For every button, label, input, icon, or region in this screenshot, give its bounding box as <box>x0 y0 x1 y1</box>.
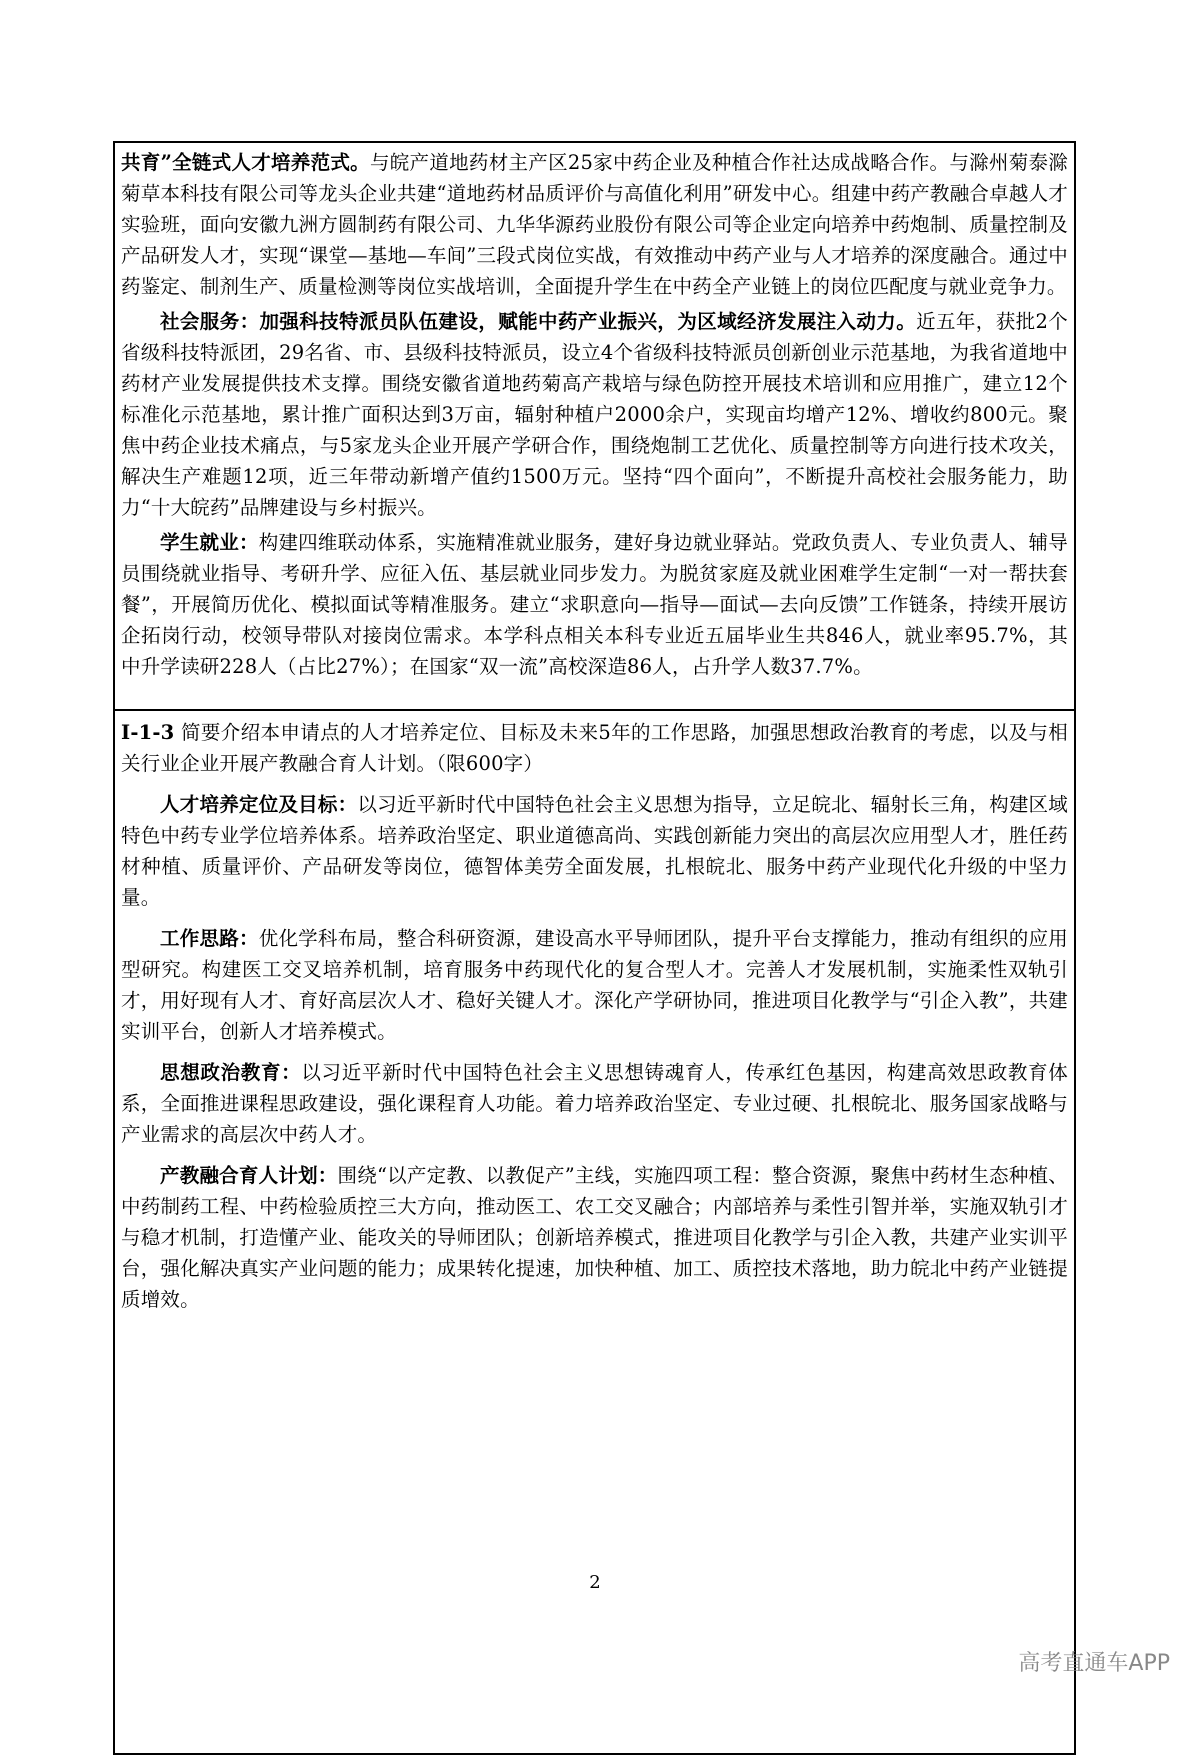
paragraph-text: 以习近平新时代中国特色社会主义思想为指导，立足皖北、辐射长三角，构建区域特色中药专业学位培养体系。培养政治坚定、职业道德高尚、实践创新能力突出的高层次应用型人才，胜任药材种植、质量评价、产品研发等岗位，德智体美劳全面发展，扎根皖北、服务中药产业现代化升级的中坚力量。 <box>121 793 1068 909</box>
section-box-2 <box>113 709 1076 1755</box>
bold-lead: 共育”全链式人才培养范式。 <box>121 151 370 174</box>
paragraph-positioning <box>121 789 1068 913</box>
paragraph-training-model <box>121 147 1068 302</box>
paragraph-social-service <box>121 306 1068 523</box>
paragraph-work-ideas <box>121 923 1068 1047</box>
paragraph-text: 围绕“以产定教、以教促产”主线，实施四项工程：整合资源，聚焦中药材生态种植、中药制药工程、中药检验质控三大方向，推动医工、农工交叉融合；内部培养与柔性引智并举，实施双轨引才与稳才机制，打造懂产业、能攻关的导师团队；创新培养模式，推进项目化教学与引企入教，共建产业实训平台，强化解决真实产业问题的能力；成果转化提速，加快种植、加工、质控技术落地，助力皖北中药产业链提质增效。 <box>121 1164 1068 1311</box>
paragraph-text: 近五年，获批2个省级科技特派团，29名省、市、县级科技特派员，设立4个省级科技特派员创新创业示范基地，为我省道地中药材产业发展提供技术支撑。围绕安徽省道地药菊高产栽培与绿色防控开展技术培训和应用推广，建立12个标准化示范基地，累计推广面积达到3万亩，辐射种植户2000余户，实现亩均增产12%、增收约800元。聚焦中药企业技术痛点，与5家龙头企业开展产学研合作，围绕炮制工艺优化、质量控制等方向进行技术攻关，解决生产难题12项，近三年带动新增产值约1500万元。坚持“四个面向”，不断提升高校社会服务能力，助力“十大皖药”品牌建设与乡村振兴。 <box>121 310 1068 519</box>
question-text: 简要介绍本申请点的人才培养定位、目标及未来5年的工作思路，加强思想政治教育的考虑，以及与相关行业企业开展产教融合育人计划。（限600字） <box>121 721 1068 775</box>
question-code: I-1-3 <box>121 721 175 744</box>
bold-lead: 社会服务：加强科技特派员队伍建设，赋能中药产业振兴，为区域经济发展注入动力。 <box>160 310 917 333</box>
paragraph-political-education <box>121 1057 1068 1150</box>
question-prompt <box>121 717 1068 779</box>
bold-lead: 产教融合育人计划： <box>160 1164 338 1187</box>
paragraph-industry-education <box>121 1160 1068 1315</box>
watermark: 高考直通车APP <box>1018 1651 1170 1676</box>
paragraph-text: 优化学科布局，整合科研资源，建设高水平导师团队，提升平台支撑能力，推动有组织的应用型研究。构建医工交叉培养机制，培育服务中药现代化的复合型人才。完善人才发展机制，实施柔性双轨引才，用好现有人才、育好高层次人才、稳好关键人才。深化产学研协同，推进项目化教学与“引企入教”，共建实训平台，创新人才培养模式。 <box>121 927 1068 1043</box>
page-number: 2 <box>589 1572 601 1593</box>
paragraph-employment <box>121 527 1068 682</box>
paragraph-text: 构建四维联动体系，实施精准就业服务，建好身边就业驿站。党政负责人、专业负责人、辅导员围绕就业指导、考研升学、应征入伍、基层就业同步发力。为脱贫家庭及就业困难学生定制“一对一帮扶套餐”，开展简历优化、模拟面试等精准服务。建立“求职意向—指导—面试—去向反馈”工作链条，持续开展访企拓岗行动，校领导带队对接岗位需求。本学科点相关本科专业近五届毕业生共846人，就业率95.7%，其中升学读研228人（占比27%）；在国家“双一流”高校深造86人，占升学人数37.7%。 <box>121 531 1068 678</box>
section-box-1 <box>113 141 1076 711</box>
bold-lead: 思想政治教育： <box>160 1061 302 1084</box>
bold-lead: 工作思路： <box>160 927 259 950</box>
paragraph-text: 与皖产道地药材主产区25家中药企业及种植合作社达成战略合作。与滁州菊泰滁菊草本科技有限公司等龙头企业共建“道地药材品质评价与高值化利用”研发中心。组建中药产教融合卓越人才实验班，面向安徽九洲方圆制药有限公司、九华华源药业股份有限公司等企业定向培养中药炮制、质量控制及产品研发人才，实现“课堂—基地—车间”三段式岗位实战，有效推动中药产业与人才培养的深度融合。通过中药鉴定、制剂生产、质量检测等岗位实战培训，全面提升学生在中药全产业链上的岗位匹配度与就业竞争力。 <box>121 151 1068 298</box>
bold-lead: 学生就业： <box>160 531 259 554</box>
paragraph-text: 以习近平新时代中国特色社会主义思想铸魂育人，传承红色基因，构建高效思政教育体系，全面推进课程思政建设，强化课程育人功能。着力培养政治坚定、专业过硬、扎根皖北、服务国家战略与产业需求的高层次中药人才。 <box>121 1061 1068 1146</box>
bold-lead: 人才培养定位及目标： <box>160 793 358 816</box>
